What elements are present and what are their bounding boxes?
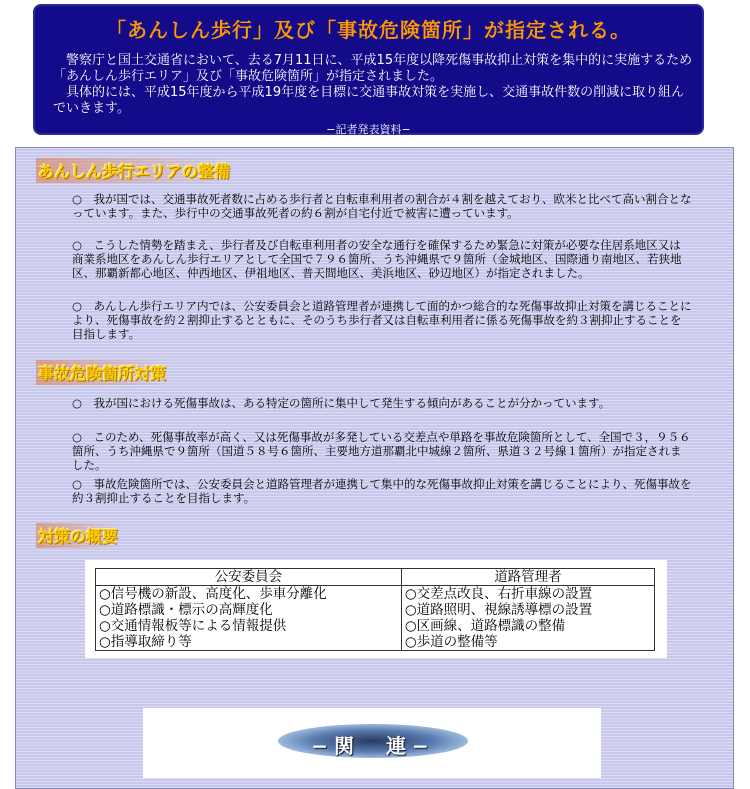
banner-intro (53, 53, 693, 117)
measure-item: ○指導取締り等 (99, 634, 192, 650)
kiken-paragraph: ○ 我が国における死傷事故は、ある特定の箇所に集中して発生する傾向があることが分かっています。 (72, 396, 611, 410)
measure-item: ○歩道の整備等 (404, 634, 498, 650)
section-heading-anshin: あんしん歩行エリアの整備 (36, 158, 234, 183)
measure-item: ○交差点改良、右折車線の設置 (404, 586, 593, 602)
kiken-paragraph: ○ このため、死傷事故率が高く、又は死傷事故が多発している交差点や単路を事故危険箇所として、全国で３，９５６箇所、うち沖縄県で９箇所（国道５８号６箇所、主要地方道那覇北中城線２箇所、県道３２号線１箇所）が指定されました。 (72, 430, 691, 472)
summary-table-container (85, 560, 667, 658)
kiken-paragraph: ○ 事故危険箇所では、公安委員会と道路管理者が連携して集中的な死傷事故抑止対策を講じることにより、死傷事故を約３割抑止することを目指します。 (72, 477, 692, 505)
measure-item: ○道路標識・標示の高輝度化 (99, 602, 273, 618)
anshin-paragraph: ○ 我が国では、交通事故死者数に占める歩行者と自転車利用者の割合が４割を越えており、欧米と比べて高い割合となっています。また、歩行中の交通事故死者の約６割が自宅付近で被害に遭っています。 (72, 192, 692, 220)
anshin-paragraph: ○ あんしん歩行エリア内では、公安委員会と道路管理者が連携して面的かつ総合的な死傷事故抑止対策を講じることにより、死傷事故を約２割抑止するとともに、そのうち歩行者又は自転車利用者に係る死傷事故を約３割抑止することを目指します。 (72, 299, 692, 341)
section-heading-kiken: 事故危険箇所対策 (36, 360, 170, 385)
koan-measures-cell (96, 586, 402, 651)
banner-intro-paragraph: 具体的には、平成15年度から平成19年度を目標に交通事故対策を実施し、交通事故件数の削減に取り組んでいきます。 (53, 85, 685, 116)
source-note: −記者発表資料− (326, 123, 411, 136)
page-title: 「あんしん歩行」及び「事故危険箇所」が指定される。 (106, 18, 631, 42)
measure-item: ○道路照明、視線誘導標の設置 (404, 602, 593, 618)
anshin-paragraph: ○ こうした情勢を踏まえ、歩行者及び自転車利用者の安全な通行を確保するため緊急に対策が必要な住居系地区又は商業系地区をあんしん歩行エリアとして全国で７９６箇所、うち沖縄県で９箇所（金城地区、国際通り南地区、若狭地区、那覇新都心地区、仲西地区、伊祖地区、普天間地区、美浜地区、砂辺地区）が指定されました。 (72, 238, 682, 280)
measure-item: ○信号機の新設、高度化、歩車分離化 (99, 586, 327, 602)
related-section (143, 708, 601, 778)
section-heading-gaiyou: 対策の概要 (36, 523, 122, 548)
related-label: −関 連− (311, 734, 435, 758)
road-measures-cell (401, 586, 654, 651)
content-panel (15, 147, 734, 789)
banner-intro-paragraph: 警察庁と国土交通省において、去る7月11日に、平成15年度以降死傷事故抑止対策を集中的に実施するため「あんしん歩行エリア」及び「事故危険箇所」が指定されました。 (53, 53, 693, 84)
table-header: 道路管理者 (401, 569, 654, 586)
related-badge[interactable] (278, 724, 468, 758)
measure-item: ○区画線、道路標識の整備 (404, 618, 566, 634)
press-banner (33, 4, 704, 135)
table-header: 公安委員会 (96, 569, 402, 586)
measure-item: ○交通情報板等による情報提供 (99, 618, 287, 634)
summary-table (95, 568, 655, 651)
